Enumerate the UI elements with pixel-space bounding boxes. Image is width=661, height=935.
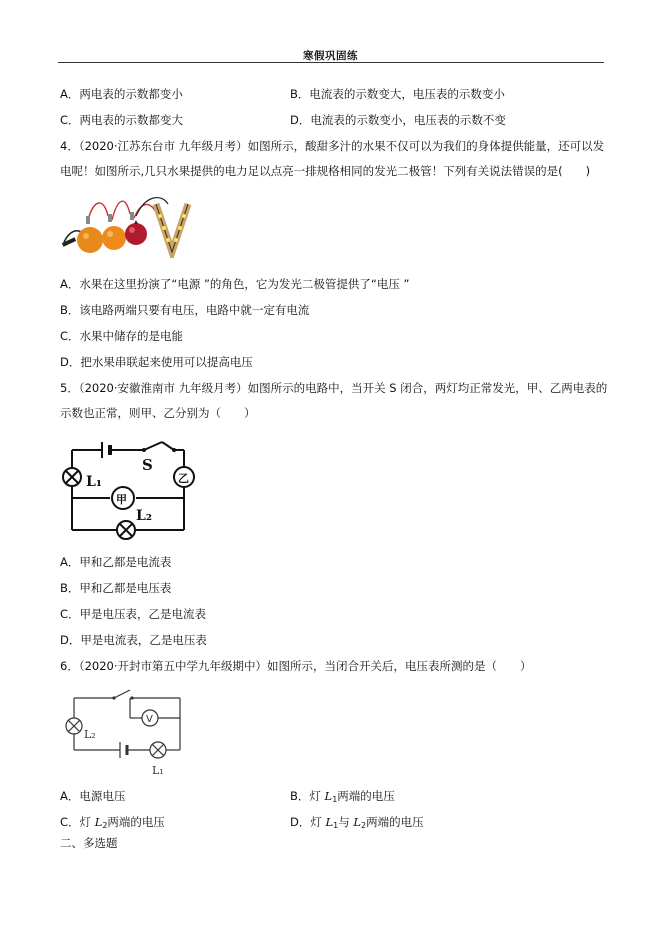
section-heading-multiple-choice: 二、多选题: [60, 836, 118, 850]
led-v-board-icon: [156, 204, 188, 252]
q6-option-b-sub: 1: [332, 795, 338, 804]
lamp1-label: L₁: [152, 764, 164, 777]
q4-stem-line1: 4．（2020·江苏东台市 九年级月考）如图所示，酸甜多汁的水果不仅可以为我们的身体提供能量，还可以发: [60, 139, 605, 153]
pomegranate-fruit-icon: [125, 223, 147, 245]
q6-option-d-sub1: 1: [333, 821, 339, 830]
q6-option-d-mid: 与: [338, 815, 354, 829]
q5-option-b: B．甲和乙都是电压表: [60, 581, 172, 595]
q6-stem-line1: 6．（2020·开封市第五中学九年级期中）如图所示，当闭合开关后，电压表所测的是（ ）: [60, 659, 532, 673]
switch-label: S: [142, 456, 153, 474]
q6-option-b-suffix: 两端的电压: [337, 789, 395, 803]
q4-stem-line2: 电呢！如图所示,几只水果提供的电力足以点亮一排规格相同的发光二极管！下列有关说法错误的是( ): [60, 164, 591, 178]
orange-fruit-icon: [102, 226, 126, 250]
q5-option-d: D．甲是电流表，乙是电压表: [60, 633, 207, 647]
q6-option-b-prefix: B．灯: [290, 789, 325, 803]
q4-option-d: D．把水果串联起来使用可以提高电压: [60, 355, 253, 369]
q6-circuit-diagram: [62, 688, 186, 780]
meter-jia-label: 甲: [116, 493, 127, 506]
q6-option-c-sub: 2: [102, 821, 108, 830]
q6-option-b: [290, 789, 395, 807]
q5-stem-line2: 示数也正常，则甲、乙分别为（ ）: [60, 406, 256, 420]
q6-option-c-suffix: 两端的电压: [107, 815, 165, 829]
q3-option-a: A．两电表的示数都变小: [60, 87, 183, 101]
q3-option-b: B．电流表的示数变大，电压表的示数变小: [290, 87, 505, 101]
q6-option-d-var1: L: [325, 815, 334, 829]
q4-option-c: C．水果中储存的是电能: [60, 329, 184, 343]
header-divider: [58, 62, 604, 63]
lamp2-label: L₂: [136, 508, 152, 524]
q6-option-d-suffix: 两端的电压: [366, 815, 424, 829]
lamp1-label: L₁: [86, 474, 102, 490]
q6-option-c-prefix: C．灯: [60, 815, 95, 829]
lamp2-label: L₂: [84, 728, 96, 741]
q6-option-d-var2: L: [353, 815, 362, 829]
q6-option-d: [290, 815, 424, 833]
q5-option-a: A．甲和乙都是电流表: [60, 555, 172, 569]
q4-option-a: A．水果在这里扮演了“电源 ”的角色，它为发光二极管提供了“电压 ”: [60, 277, 410, 291]
page-header-title: 寒假巩固练: [303, 50, 358, 62]
q4-option-b: B．该电路两端只要有电压，电路中就一定有电流: [60, 303, 310, 317]
q5-stem-line1: 5．（2020·安徽淮南市 九年级月考）如图所示的电路中，当开关 S 闭合，两灯均正常发光，甲、乙两电表的: [60, 381, 608, 395]
q5-circuit-diagram: [58, 436, 198, 544]
q6-option-c: [60, 815, 165, 833]
meter-yi-label: 乙: [178, 472, 189, 485]
q6-option-d-sub2: 2: [361, 821, 367, 830]
q5-option-c: C．甲是电压表，乙是电流表: [60, 607, 207, 621]
q6-option-d-prefix: D．灯: [290, 815, 326, 829]
q3-option-c: C．两电表的示数都变大: [60, 113, 184, 127]
orange-fruit-icon: [77, 227, 103, 253]
fruit-battery-figure: [60, 190, 200, 258]
voltmeter-label: V: [146, 714, 153, 725]
q6-option-c-var: L: [94, 815, 103, 829]
q6-option-a: A．电源电压: [60, 789, 126, 803]
q6-option-b-var: L: [324, 789, 333, 803]
q3-option-d: D．电流表的示数变小，电压表的示数不变: [290, 113, 506, 127]
